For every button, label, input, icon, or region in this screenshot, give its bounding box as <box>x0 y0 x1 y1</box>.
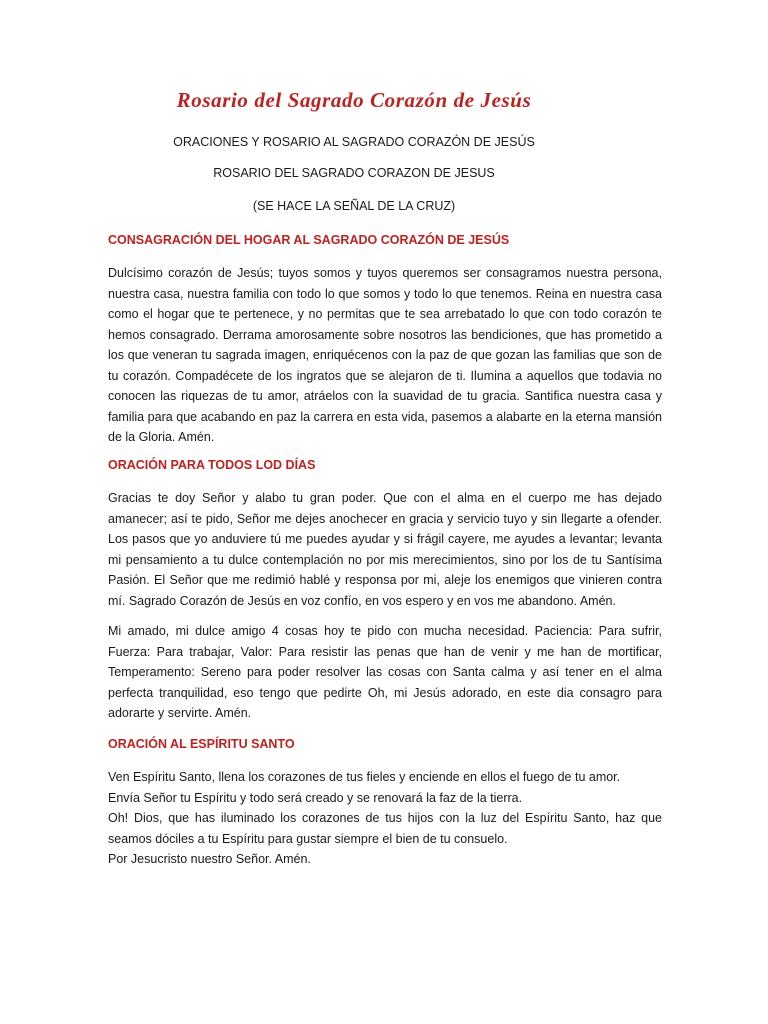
heading-oracion-todos-dias: ORACIÓN PARA TODOS LOD DÍAS <box>108 458 316 472</box>
paragraph-espiritu-santo <box>108 767 662 870</box>
subtitle-rosario: ROSARIO DEL SAGRADO CORAZON DE JESUS <box>213 166 495 180</box>
text-line: Pasión. El Señor que me redimió hablé y responsa por mi, aleje los enemigos que vinieren contra <box>108 573 662 587</box>
paragraph-consagracion <box>108 263 662 448</box>
text-line: conocen las riquezas de tu amor, atráelos con la suavidad de tu gracia. Santifica nuestra casa y <box>108 389 662 403</box>
heading-espiritu-santo: ORACIÓN AL ESPÍRITU SANTO <box>108 737 295 751</box>
text-line: Oh! Dios, que has iluminado los corazones de tus hijos con la luz del Espíritu Santo, haz que <box>108 811 662 825</box>
text-line: perfecta tranquilidad, eso tengo que pedirte Oh, mi Jesús adorado, en este dia consagro para <box>108 685 662 700</box>
heading-consagracion: CONSAGRACIÓN DEL HOGAR AL SAGRADO CORAZÓN DE JESÚS <box>108 233 510 247</box>
text-line: tu corazón. Compadécete de los ingratos que se alejaron de ti. Ilumina a aquellos que todavia no <box>108 368 662 383</box>
text-line: Gracias te doy Señor y alabo tu gran poder. Que con el alma en el cuerpo me has dejado <box>108 491 662 505</box>
text-line: Envía Señor tu Espíritu y todo será creado y se renovará la faz de la tierra. <box>108 790 523 805</box>
document-title: Rosario del Sagrado Corazón de Jesús <box>176 88 532 112</box>
text-line: Fuerza: Para trabajar, Valor: Para resistir las penas que han de venir y me han de mortificar, <box>108 644 662 659</box>
text-line: seamos dóciles a tu Espíritu para gustar siempre el bien de tu consuelo. <box>108 831 508 846</box>
text-line: familia para que acabando en paz la carrera en esta vida, pasemos a alabarte en la eterna mansión <box>108 409 662 424</box>
text-line: Dulcísimo corazón de Jesús; tuyos somos y tuyos queremos ser consagramos nuestra persona, <box>108 266 662 280</box>
text-line: nuestra casa, nuestra familia con todo lo que somos y todo lo que tenemos. Reina en nuestra casa <box>108 286 662 301</box>
paragraph-gracias <box>108 488 662 611</box>
text-line: los que veneran tu sagrada imagen, enriquécenos con la paz de que gozan las familias que son de <box>108 348 662 362</box>
text-line: Los pasos que yo anduviere tú me puedes ayudar y si frágil cayere, me ayudes a levantar; levanta <box>108 532 662 546</box>
subtitle-oraciones: ORACIONES Y ROSARIO AL SAGRADO CORAZÓN DE JESÚS <box>173 135 535 149</box>
text-line: de la Gloria. Amén. <box>108 430 215 444</box>
text-line: Temperamento: Sereno para poder resolver las cosas con Santa calma y así tener en el alma <box>108 665 662 679</box>
text-line: Ven Espíritu Santo, llena los corazones de tus fieles y enciende en ellos el fuego de tu amor. <box>108 770 621 784</box>
text-line: amanecer; así te pido, Señor me dejes anochecer en gracia y servicio tuyo y sin llegarte a ofender. <box>108 511 662 526</box>
paragraph-mi-amado <box>108 621 662 724</box>
subtitle-senal-cruz: (SE HACE LA SEÑAL DE LA CRUZ) <box>252 199 456 213</box>
text-line: mí. Sagrado Corazón de Jesús en voz confío, en vos espero y en vos me abandono. Amén. <box>108 593 616 608</box>
text-line: adorarte y servirte. Amén. <box>108 706 252 720</box>
text-line: mi pensamiento a tu dulce contemplación no por mis merecimientos, sino por los de tu Santísima <box>108 552 662 567</box>
text-line: como el hogar que te pertenece, y no permitas que te sea arrebatado lo que con todo corazón te <box>108 307 662 321</box>
text-line: hemos consagrado. Derrama amorosamente sobre nosotros las bendiciones, que has prometido a <box>108 327 662 342</box>
text-line: Por Jesucristo nuestro Señor. Amén. <box>108 852 311 866</box>
text-line: Mi amado, mi dulce amigo 4 cosas hoy te pido con mucha necesidad. Paciencia: Para sufrir, <box>108 624 662 638</box>
